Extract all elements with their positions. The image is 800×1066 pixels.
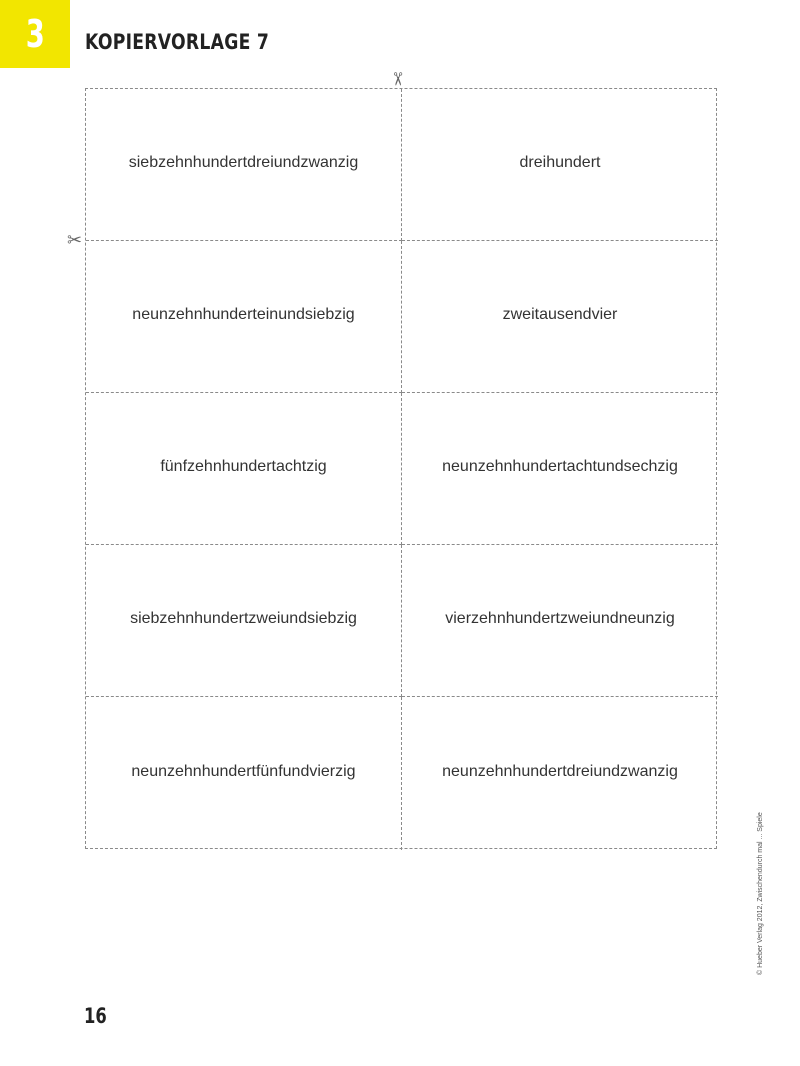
- scissors-icon: ✂: [387, 71, 408, 87]
- word-card: [402, 545, 718, 697]
- copyright-notice: © Hueber Verlag 2012, Zwischendurch mal ... Spiele: [757, 812, 764, 975]
- chapter-number: 3: [25, 12, 45, 56]
- word-card: [402, 697, 718, 850]
- word-card: [402, 241, 718, 393]
- card-text: neunzehnhunderteinundsiebzig: [132, 305, 355, 323]
- card-text: vierzehnhundertzweiundneunzig: [445, 609, 675, 627]
- card-text: neunzehnhundertfünfundvierzig: [131, 762, 356, 780]
- word-card: [402, 89, 718, 241]
- word-card: [402, 393, 718, 545]
- word-card: [86, 545, 402, 697]
- word-card: [86, 393, 402, 545]
- word-card: [86, 241, 402, 393]
- card-text: siebzehnhundertdreiundzwanzig: [128, 153, 359, 171]
- card-sheet: [85, 88, 717, 849]
- card-text: neunzehnhundertdreiundzwanzig: [442, 762, 678, 780]
- card-text: siebzehnhundertzweiundsiebzig: [130, 609, 357, 627]
- word-card: [86, 89, 402, 241]
- card-text: neunzehnhundertachtundsechzig: [442, 457, 678, 475]
- page-title: KOPIERVORLAGE 7: [85, 30, 270, 54]
- card-text: zweitausendvier: [502, 305, 618, 323]
- card-text: fünfzehnhundertachtzig: [160, 457, 327, 475]
- card-text: dreihundert: [519, 153, 601, 171]
- word-card: [86, 697, 402, 850]
- page-number: 16: [84, 1004, 107, 1028]
- scissors-icon: ✂: [67, 230, 83, 250]
- chapter-tab: [0, 0, 70, 68]
